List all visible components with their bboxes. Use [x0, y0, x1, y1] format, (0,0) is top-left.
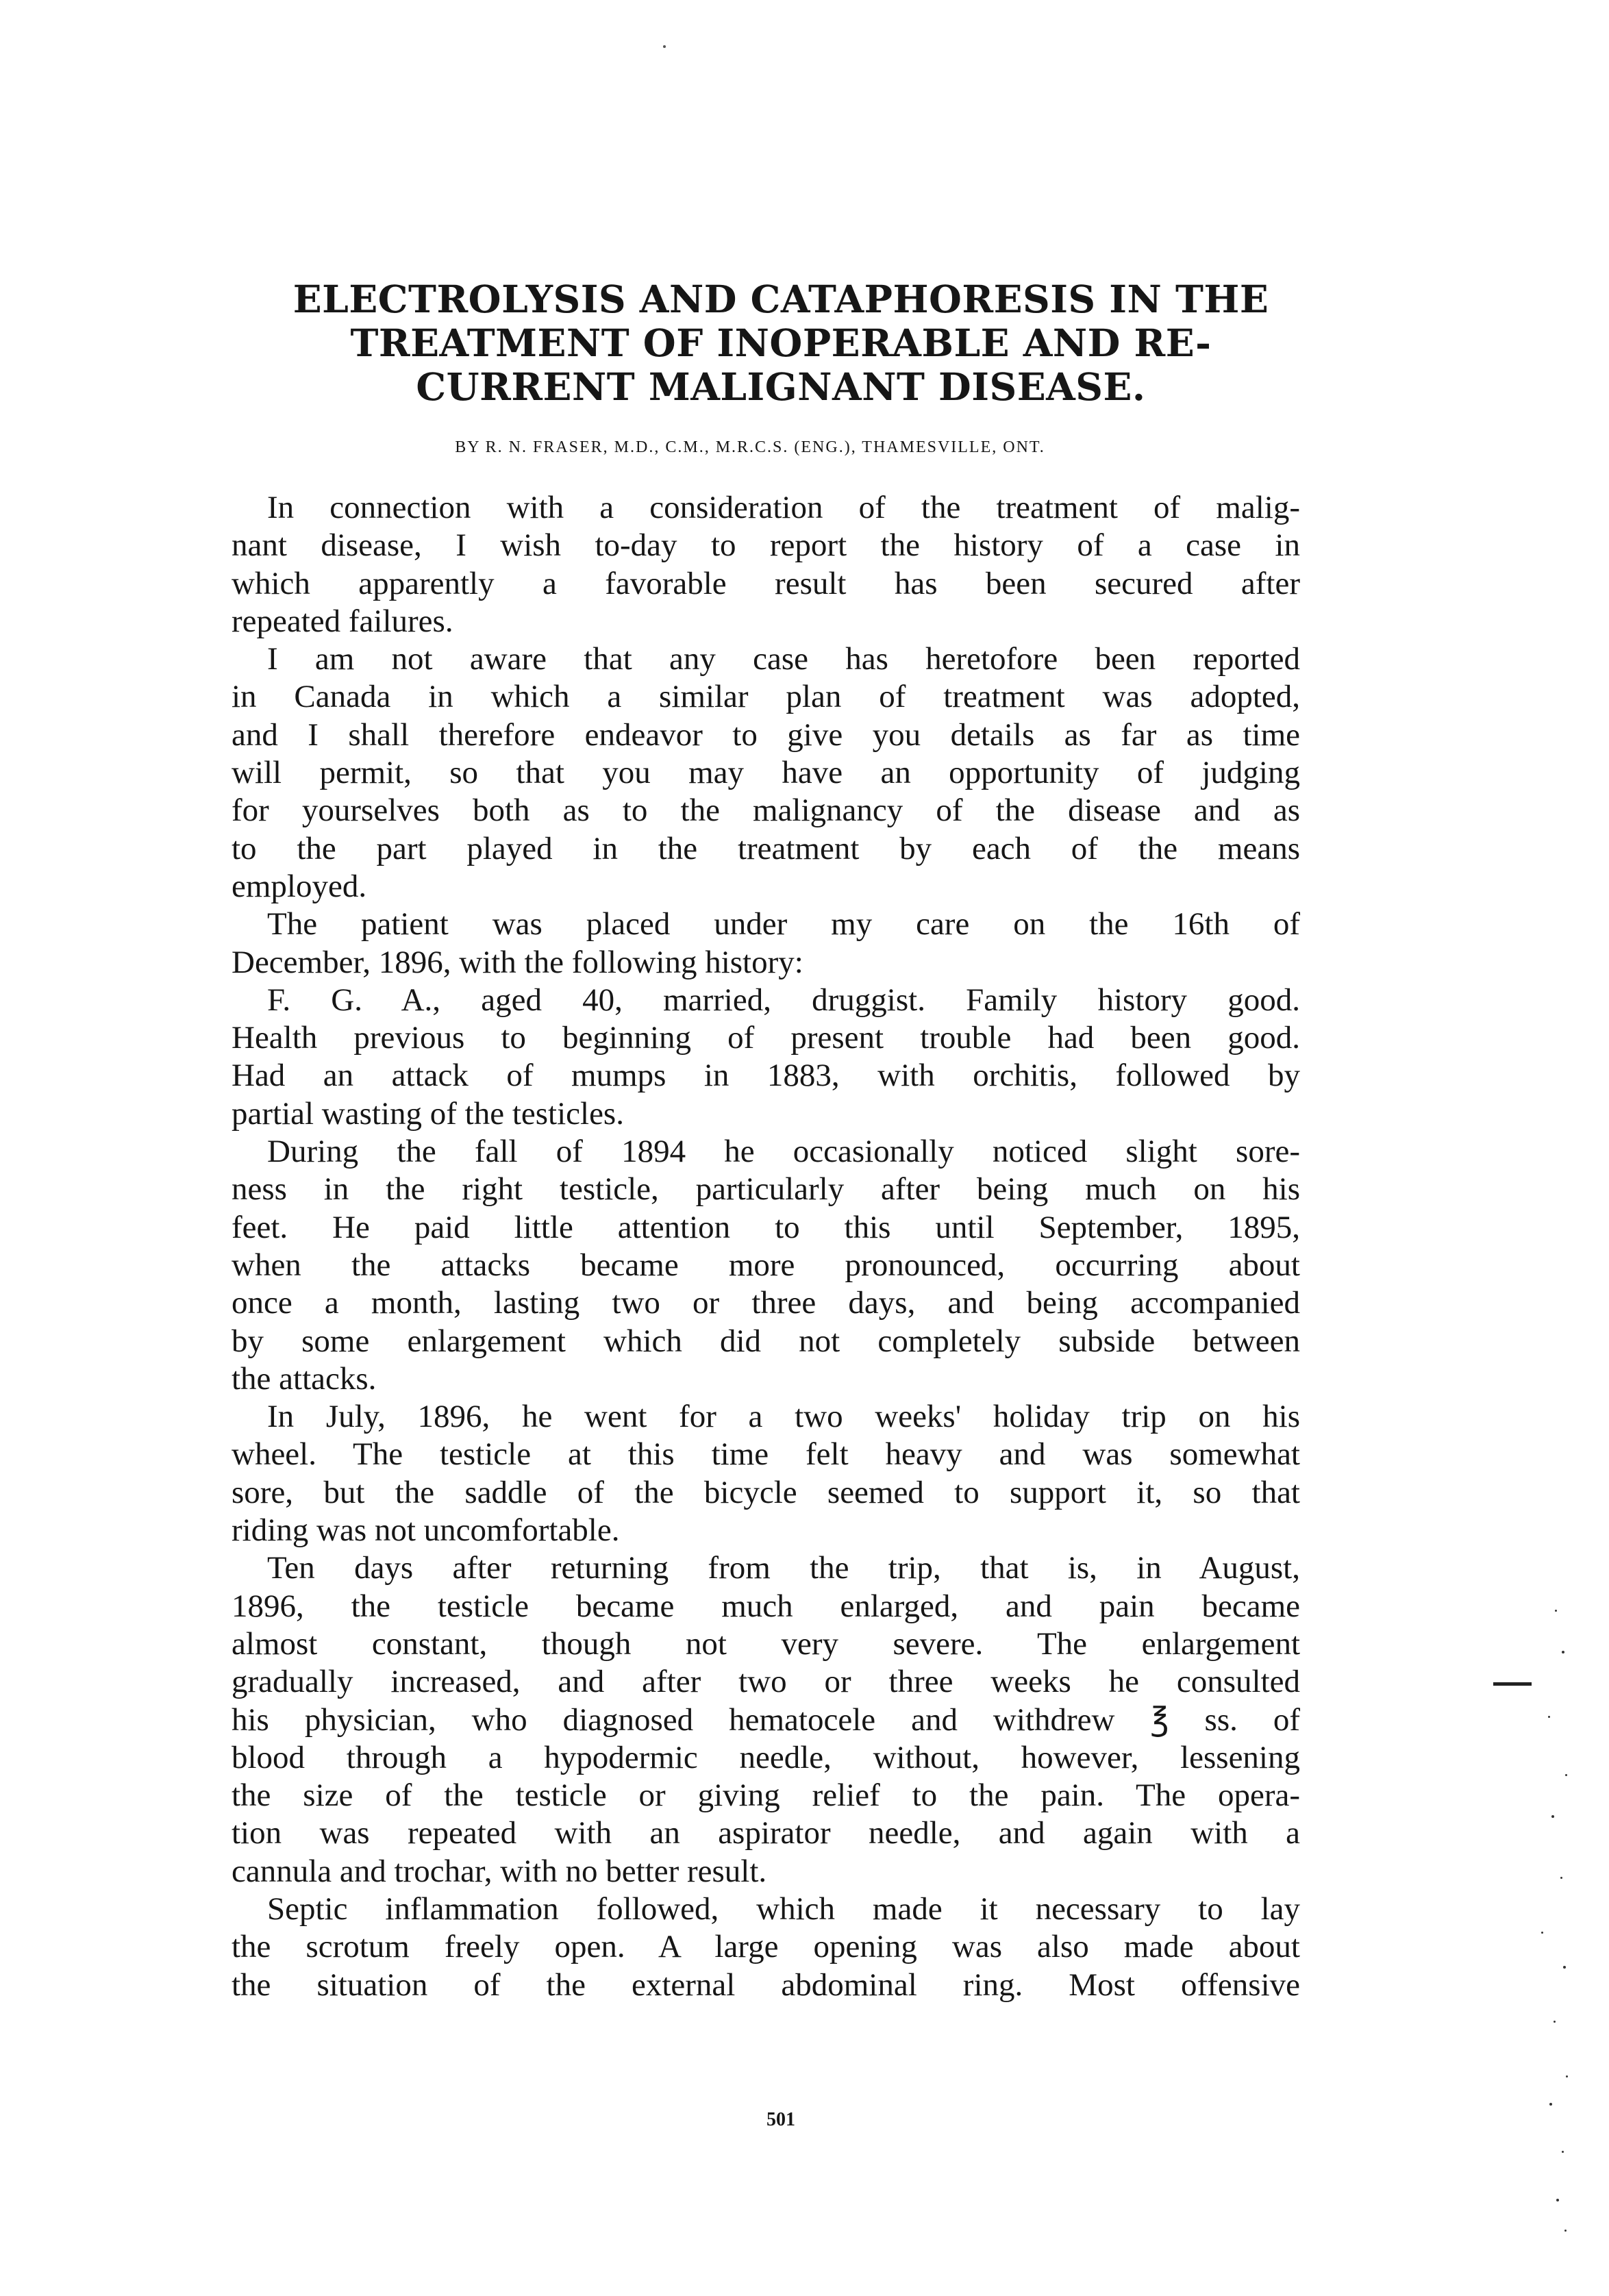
- body-line: December, 1896, with the following history:: [232, 944, 803, 980]
- scan-speck: [1556, 2199, 1559, 2201]
- scan-speck: [1551, 1815, 1554, 1818]
- body-line: in Canada in which a similar plan of treatment was adopted,: [232, 679, 1300, 715]
- body-line: Septic inflammation followed, which made it necessary to lay: [267, 1891, 1300, 1927]
- body-line: I am not aware that any case has heretofore been reported: [267, 641, 1300, 677]
- scan-speck: [1554, 2021, 1556, 2023]
- body-line: nant disease, I wish to-day to report the history of a case in: [232, 527, 1300, 564]
- scan-speck: [1565, 1774, 1567, 1776]
- scan-speck: [1548, 1716, 1550, 1718]
- body-line: which apparently a favorable result has been secured after: [232, 565, 1300, 601]
- body-line: the situation of the external abdominal ring. Most offensive: [232, 1967, 1300, 2003]
- author-byline: [329, 438, 1171, 457]
- scan-speck: [1566, 2075, 1568, 2077]
- body-line: wheel. The testicle at this time felt heavy and was somewhat: [232, 1436, 1300, 1473]
- body-line: 1896, the testicle became much enlarged, and pain became: [232, 1588, 1300, 1624]
- scan-speck: [1564, 2230, 1567, 2232]
- article-title: [226, 277, 1336, 409]
- page-number: 501: [766, 2109, 795, 2130]
- body-line: During the fall of 1894 he occasionally noticed slight sore-: [267, 1134, 1300, 1170]
- body-line: The patient was placed under my care on the 16th of: [267, 906, 1300, 943]
- body-line: almost constant, though not very severe. The enlargement: [232, 1625, 1300, 1662]
- body-line: repeated failures.: [232, 603, 453, 639]
- body-line: partial wasting of the testicles.: [232, 1095, 624, 1132]
- title-line-3: CURRENT MALIGNANT DISEASE.: [416, 364, 1146, 409]
- body-line: the attacks.: [232, 1360, 377, 1397]
- body-line: gradually increased, and after two or three weeks he consulted: [232, 1664, 1300, 1700]
- body-line: Ten days after returning from the trip, that is, in August,: [267, 1550, 1300, 1586]
- print-speck: [663, 45, 666, 48]
- scan-speck: [1549, 2103, 1552, 2106]
- byline-text: BY R. N. FRASER, M.D., C.M., M.R.C.S. (ENG.), THAMESVILLE, ONT.: [455, 438, 1045, 456]
- scan-speck: [1562, 1651, 1564, 1654]
- body-line: and I shall therefore endeavor to give you details as far as time: [232, 716, 1300, 753]
- body-line: In July, 1896, he went for a two weeks' holiday trip on his: [267, 1399, 1300, 1435]
- scan-speck: [1563, 1966, 1566, 1969]
- body-line: tion was repeated with an aspirator needle, and again with a: [232, 1815, 1300, 1851]
- scan-speck: [1562, 2151, 1564, 2153]
- body-line: feet. He paid little attention to this until September, 1895,: [232, 1209, 1300, 1245]
- body-line: the size of the testicle or giving relief to the pain. The opera-: [232, 1777, 1300, 1814]
- body-line: ness in the right testicle, particularly after being much on his: [232, 1171, 1300, 1208]
- body-line: will permit, so that you may have an opportunity of judging: [232, 755, 1300, 791]
- article-body: [232, 489, 1300, 2004]
- scan-speck: [1560, 1877, 1562, 1879]
- body-line: blood through a hypodermic needle, without, however, lessening: [232, 1739, 1300, 1775]
- body-line: his physician, who diagnosed hematocele and withdrew ℥ ss. of: [232, 1701, 1300, 1738]
- body-line: once a month, lasting two or three days, and being accompanied: [232, 1285, 1300, 1321]
- body-line: for yourselves both as to the malignancy of the disease and as: [232, 793, 1300, 829]
- body-line: the scrotum freely open. A large opening was also made about: [232, 1929, 1300, 1965]
- body-line: F. G. A., aged 40, married, druggist. Family history good.: [267, 982, 1300, 1018]
- body-line: when the attacks became more pronounced, occurring about: [232, 1247, 1300, 1283]
- body-line: to the part played in the treatment by each of the means: [232, 830, 1300, 866]
- body-line: by some enlargement which did not completely subside between: [232, 1323, 1300, 1359]
- body-line: employed.: [232, 868, 367, 904]
- body-line: Had an attack of mumps in 1883, with orchitis, followed by: [232, 1058, 1300, 1094]
- margin-specks: [1500, 1610, 1582, 2260]
- scan-speck: [1555, 1610, 1557, 1612]
- body-line: sore, but the saddle of the bicycle seemed to support it, so that: [232, 1474, 1300, 1510]
- body-line: In connection with a consideration of the treatment of malig-: [267, 490, 1300, 525]
- title-line-1: ELECTROLYSIS AND CATAPHORESIS IN THE: [292, 277, 1269, 321]
- body-line: riding was not uncomfortable.: [232, 1512, 620, 1549]
- scan-speck: [1541, 1932, 1543, 1934]
- title-line-2: TREATMENT OF INOPERABLE AND RE-: [350, 321, 1212, 365]
- body-line: cannula and trochar, with no better result.: [232, 1853, 767, 1889]
- body-line: Health previous to beginning of present trouble had been good.: [232, 1020, 1300, 1056]
